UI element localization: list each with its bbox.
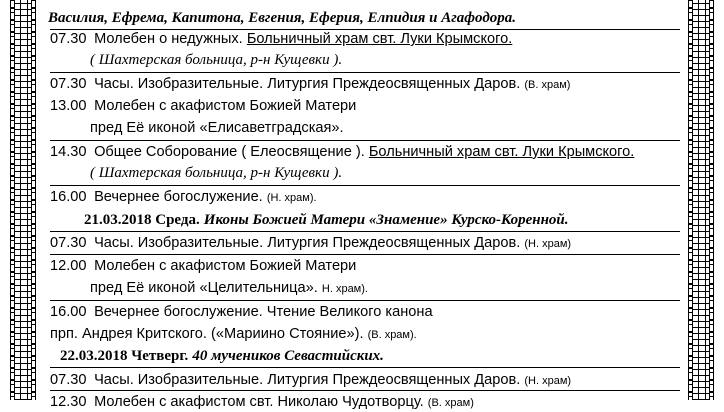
service-text: Часы. Изобразительные. Литургия Преждеосвященных Даров. — [94, 235, 521, 251]
service-text: Общее Соборование ( Елеосвящение ). — [94, 144, 365, 160]
line-2: ( Шахтерская больница, р-н Кущевки ). — [90, 52, 343, 68]
line-11 — [50, 257, 356, 275]
location-link: Больничный храм свт. Луки Крымского. — [368, 144, 635, 160]
line-13 — [50, 303, 433, 321]
time: 16.00 — [50, 304, 87, 320]
temple-note: (Н. храм) — [524, 238, 572, 250]
temple-note: (В. храм) — [427, 397, 474, 409]
divider — [50, 254, 680, 255]
service-text: Часы. Изобразительные. Литургия Преждеосвященных Даров. — [94, 76, 521, 92]
divider — [50, 72, 680, 73]
time: 12.00 — [50, 258, 87, 274]
service-text: пред Её иконой «Целительница». — [90, 280, 318, 296]
time: 16.00 — [50, 189, 87, 205]
temple-note: (Н. храм). — [266, 192, 317, 204]
line-7: ( Шахтерская больница, р-н Кущевки ). — [90, 165, 343, 181]
line-6 — [50, 143, 634, 161]
divider — [50, 300, 680, 301]
time: 07.30 — [50, 31, 87, 47]
service-text: прп. Андрея Критского. («Мариино Стояние»). — [50, 326, 364, 342]
temple-note: (Н. храм) — [524, 375, 572, 387]
line-8 — [50, 188, 317, 207]
divider — [50, 390, 680, 391]
time: 12.30 — [50, 394, 87, 410]
line-1 — [50, 30, 512, 48]
divider — [50, 185, 680, 186]
date: 22.03.2018 Четверг. — [60, 348, 189, 364]
day-heading-21-03 — [84, 211, 569, 229]
time: 07.30 — [50, 235, 87, 251]
line-16 — [50, 371, 571, 390]
time: 14.30 — [50, 144, 87, 160]
feast-title: Иконы Божией Матери «Знамение» Курско-Коренной. — [203, 212, 569, 228]
decorative-border-right — [688, 0, 714, 400]
time: 13.00 — [50, 98, 87, 114]
time: 07.30 — [50, 372, 87, 388]
feast-title: 40 мучеников Севастийских. — [192, 348, 384, 364]
service-text: Вечернее богослужение. — [94, 189, 263, 205]
service-text: Вечернее богослужение. Чтение Великого канона — [94, 304, 433, 320]
saints-names: Василия, Ефрема, Капитона, Евгения, Еферия, Елпидия и Агафодора. — [48, 10, 517, 26]
line-10 — [50, 234, 571, 253]
temple-note: (В. храм) — [524, 79, 571, 91]
line-17 — [50, 393, 474, 412]
divider — [50, 140, 680, 141]
day-heading-22-03 — [60, 347, 384, 365]
header-partial-top — [48, 0, 668, 9]
location-link: Больничный храм свт. Луки Крымского. — [246, 31, 513, 47]
line-5: пред Её иконой «Елисаветградская». — [90, 120, 344, 136]
line-3 — [50, 75, 570, 94]
decorative-border-left — [10, 0, 36, 400]
line-4 — [50, 97, 356, 115]
divider — [50, 231, 680, 232]
temple-note: (В. храм). — [367, 329, 417, 341]
divider — [50, 367, 680, 368]
time: 07.30 — [50, 76, 87, 92]
temple-note: Н. храм). — [321, 283, 368, 295]
service-text: Молебен с акафистом Божией Матери — [94, 98, 357, 114]
service-text: Часы. Изобразительные. Литургия Преждеосвященных Даров. — [94, 372, 521, 388]
service-text: Молебен с акафистом свт. Николаю Чудотворцу. — [94, 394, 424, 410]
service-text: Молебен с акафистом Божией Матери — [94, 258, 357, 274]
line-14 — [50, 325, 417, 344]
date: 21.03.2018 Среда. — [84, 212, 200, 228]
service-text: Молебен о недужных. — [94, 31, 243, 47]
line-12 — [90, 279, 368, 298]
